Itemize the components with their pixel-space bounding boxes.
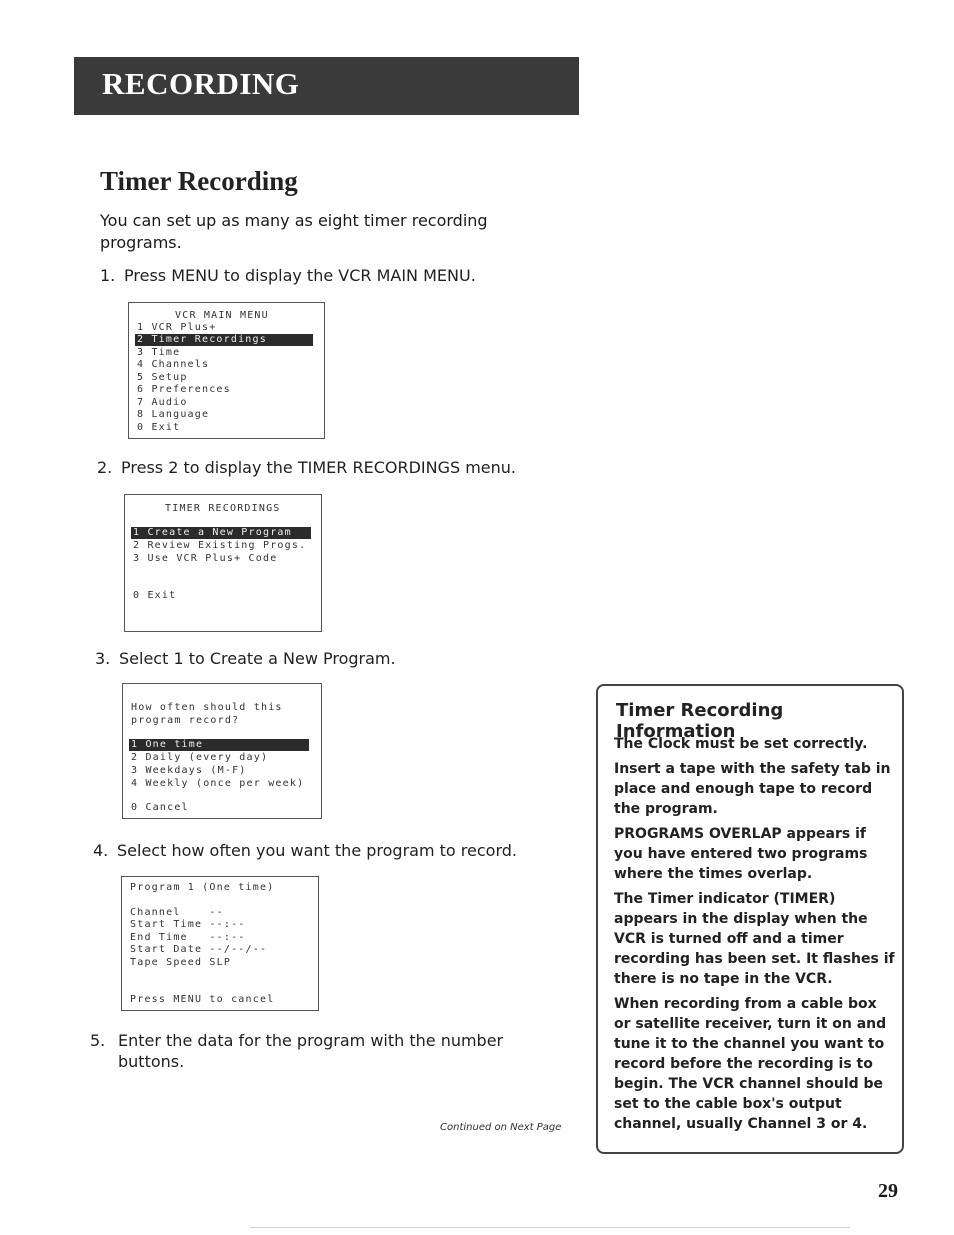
step-number: 5. (90, 1031, 106, 1050)
sidebar-title: Timer Recording Information (616, 700, 784, 742)
section-banner-title: RECORDING (102, 66, 300, 101)
page-heading: Timer Recording (100, 166, 298, 196)
section-banner (74, 57, 579, 115)
vcr-main-menu-screen (128, 302, 325, 439)
sidebar-paragraph: The Clock must be set correctly. (614, 736, 868, 752)
menu-item: 4 Weekly (once per week) (131, 778, 305, 789)
screen-title: VCR MAIN MENU (175, 310, 269, 321)
step-number: 4. (93, 841, 109, 860)
program-entry-screen (121, 876, 319, 1011)
step-2 (97, 457, 516, 478)
continued-note: Continued on Next Page (440, 1122, 562, 1133)
menu-item: 0 Cancel (131, 802, 189, 813)
step-text: Press MENU to display the VCR MAIN MENU. (124, 266, 476, 285)
program-field: Tape Speed SLP (130, 957, 232, 968)
step-1 (100, 265, 476, 286)
screen-title: TIMER RECORDINGS (165, 503, 281, 514)
menu-item: 3 Use VCR Plus+ Code (133, 553, 278, 564)
step-3 (95, 648, 396, 669)
sidebar-paragraph: Insert a tape with the safety tab in place and enough tape to record the program. (614, 761, 891, 817)
step-text: Enter the data for the program with the number buttons. (118, 1031, 504, 1071)
program-field: End Time --:-- (130, 932, 246, 943)
sidebar-paragraph: When recording from a cable box or satellite receiver, turn it on and tune it to the channel you want to record before the recording is to begin. The VCR channel should be set to the cable box's output channel, usually Channel 3 or 4. (614, 996, 887, 1132)
menu-item: 3 Time (137, 347, 181, 358)
menu-item: 5 Setup (137, 372, 188, 383)
screen-prompt: program record? (131, 715, 240, 726)
menu-item: 2 Daily (every day) (131, 752, 269, 763)
screen-prompt: How often should this (131, 702, 283, 713)
sidebar-body (614, 734, 896, 1139)
menu-item: 0 Exit (137, 422, 181, 433)
menu-item: 3 Weekdays (M-F) (131, 765, 247, 776)
info-sidebar (596, 684, 904, 1154)
menu-item-highlighted: 1 One time (129, 739, 309, 751)
step-number: 3. (95, 649, 111, 668)
step-5 (90, 1030, 520, 1072)
step-number: 2. (97, 458, 113, 477)
step-number: 1. (100, 266, 116, 285)
recording-frequency-screen (122, 683, 322, 819)
bottom-rule (250, 1227, 850, 1228)
program-field: Start Time --:-- (130, 919, 246, 930)
screen-footer: Press MENU to cancel (130, 994, 275, 1005)
program-field: Start Date --/--/-- (130, 944, 268, 955)
step-text: Select how often you want the program to record. (117, 841, 517, 860)
menu-item: 4 Channels (137, 359, 210, 370)
screen-title: Program 1 (One time) (130, 882, 275, 893)
step-4 (93, 840, 517, 861)
step-text: Press 2 to display the TIMER RECORDINGS menu. (121, 458, 517, 477)
timer-recordings-screen (124, 494, 322, 632)
intro-text: You can set up as many as eight timer recording programs. (100, 211, 488, 252)
menu-item: 0 Exit (133, 590, 177, 601)
program-field: Channel -- (130, 907, 224, 918)
sidebar-paragraph: The Timer indicator (TIMER) appears in the display when the VCR is turned off and a timer recording has been set. It flashes if there is no tape in the VCR. (614, 891, 895, 987)
menu-item: 8 Language (137, 409, 210, 420)
step-text: Select 1 to Create a New Program. (119, 649, 396, 668)
menu-item: 7 Audio (137, 397, 188, 408)
menu-item-highlighted: 1 Create a New Program (131, 527, 311, 539)
sidebar-paragraph: PROGRAMS OVERLAP appears if you have entered two programs where the times overlap. (614, 826, 868, 882)
page-number: 29 (878, 1180, 898, 1202)
menu-item: 1 VCR Plus+ (137, 322, 217, 333)
menu-item: 6 Preferences (137, 384, 231, 395)
menu-item: 2 Review Existing Progs. (133, 540, 307, 551)
menu-item-highlighted: 2 Timer Recordings (135, 334, 313, 346)
